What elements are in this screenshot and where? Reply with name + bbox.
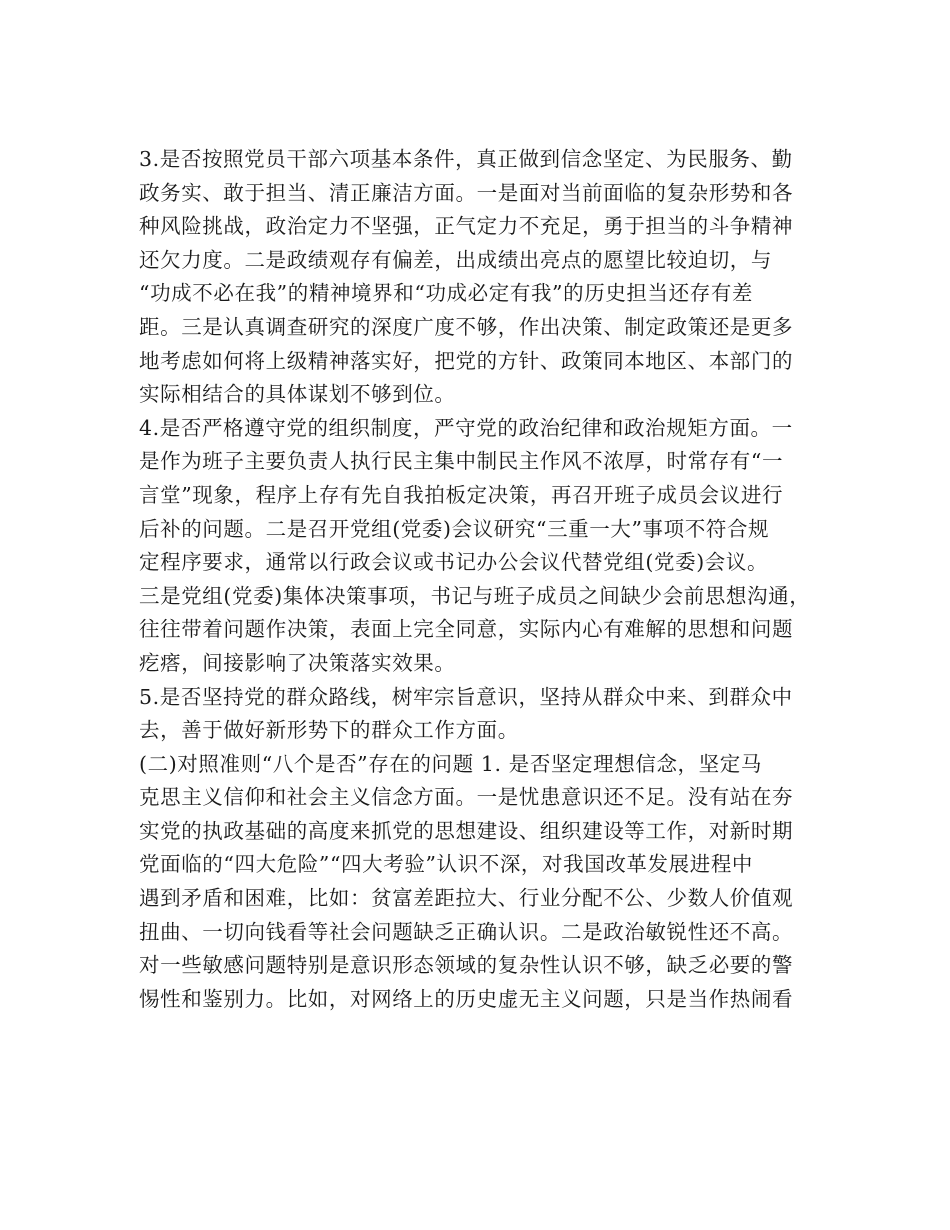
text-line: 去，善于做好新形势下的群众工作方面。 bbox=[139, 718, 519, 743]
text-line: 地考虑如何将上级精神落实好，把党的方针、政策同本地区、本部门的 bbox=[139, 348, 794, 373]
text-line: 党面临的“四大危险”“四大考验”认识不深，对我国改革发展进程中 bbox=[139, 852, 754, 877]
text-line: 4.是否严格遵守党的组织制度，严守党的政治纪律和政治规矩方面。一 bbox=[139, 415, 793, 440]
text-line: 种风险挑战，政治定力不坚强，正气定力不充足，勇于担当的斗争精神 bbox=[139, 214, 794, 239]
text-line: 实际相结合的具体谋划不够到位。 bbox=[139, 382, 456, 407]
text-line: 克思主义信仰和社会主义信念方面。一是忧患意识还不足。没有站在夯 bbox=[139, 785, 794, 810]
text-line: 后补的问题。二是召开党组(党委)会议研究“三重一大”事项不符合规 bbox=[139, 516, 770, 541]
text-line: 政务实、敢于担当、清正廉洁方面。一是面对当前面临的复杂形势和各 bbox=[139, 180, 794, 205]
text-line: 三是党组(党委)集体决策事项，书记与班子成员之间缺少会前思想沟通， bbox=[139, 583, 811, 608]
text-line: 言堂”现象，程序上存有先自我拍板定决策，再召开班子成员会议进行 bbox=[139, 482, 784, 507]
document-body bbox=[139, 143, 829, 1016]
text-line: 扭曲、一切向钱看等社会问题缺乏正确认识。二是政治敏锐性还不高。 bbox=[139, 919, 794, 944]
text-line: 对一些敏感问题特别是意识形态领域的复杂性认识不够，缺乏必要的警 bbox=[139, 953, 794, 978]
text-line: 疙瘩，间接影响了决策落实效果。 bbox=[139, 650, 456, 675]
text-line: 实党的执政基础的高度来抓党的思想建设、组织建设等工作，对新时期 bbox=[139, 818, 794, 843]
text-line: “功成不必在我”的精神境界和“功成必定有我”的历史担当还存有差 bbox=[139, 281, 754, 306]
text-line: 惕性和鉴别力。比如，对网络上的历史虚无主义问题，只是当作热闹看 bbox=[139, 986, 794, 1011]
text-line: 遇到矛盾和困难，比如：贫富差距拉大、行业分配不公、少数人价值观 bbox=[139, 886, 794, 911]
text-line: 距。三是认真调查研究的深度广度不够，作出决策、制定政策还是更多 bbox=[139, 314, 794, 339]
text-line: (二)对照准则“八个是否”存在的问题 1. 是否坚定理想信念，坚定马 bbox=[139, 751, 762, 776]
text-line: 定程序要求，通常以行政会议或书记办公会议代替党组(党委)会议。 bbox=[139, 550, 769, 575]
text-line: 往往带着问题作决策，表面上完全同意，实际内心有难解的思想和问题 bbox=[139, 617, 794, 642]
text-line: 是作为班子主要负责人执行民主集中制民主作风不浓厚，时常存有“一 bbox=[139, 449, 784, 474]
text-line: 3.是否按照党员干部六项基本条件，真正做到信念坚定、为民服务、勤 bbox=[139, 147, 793, 171]
text-line: 还欠力度。二是政绩观存有偏差，出成绩出亮点的愿望比较迫切，与 bbox=[139, 247, 772, 272]
text-line: 5.是否坚持党的群众路线，树牢宗旨意识，坚持从群众中来、到群众中 bbox=[139, 684, 793, 709]
